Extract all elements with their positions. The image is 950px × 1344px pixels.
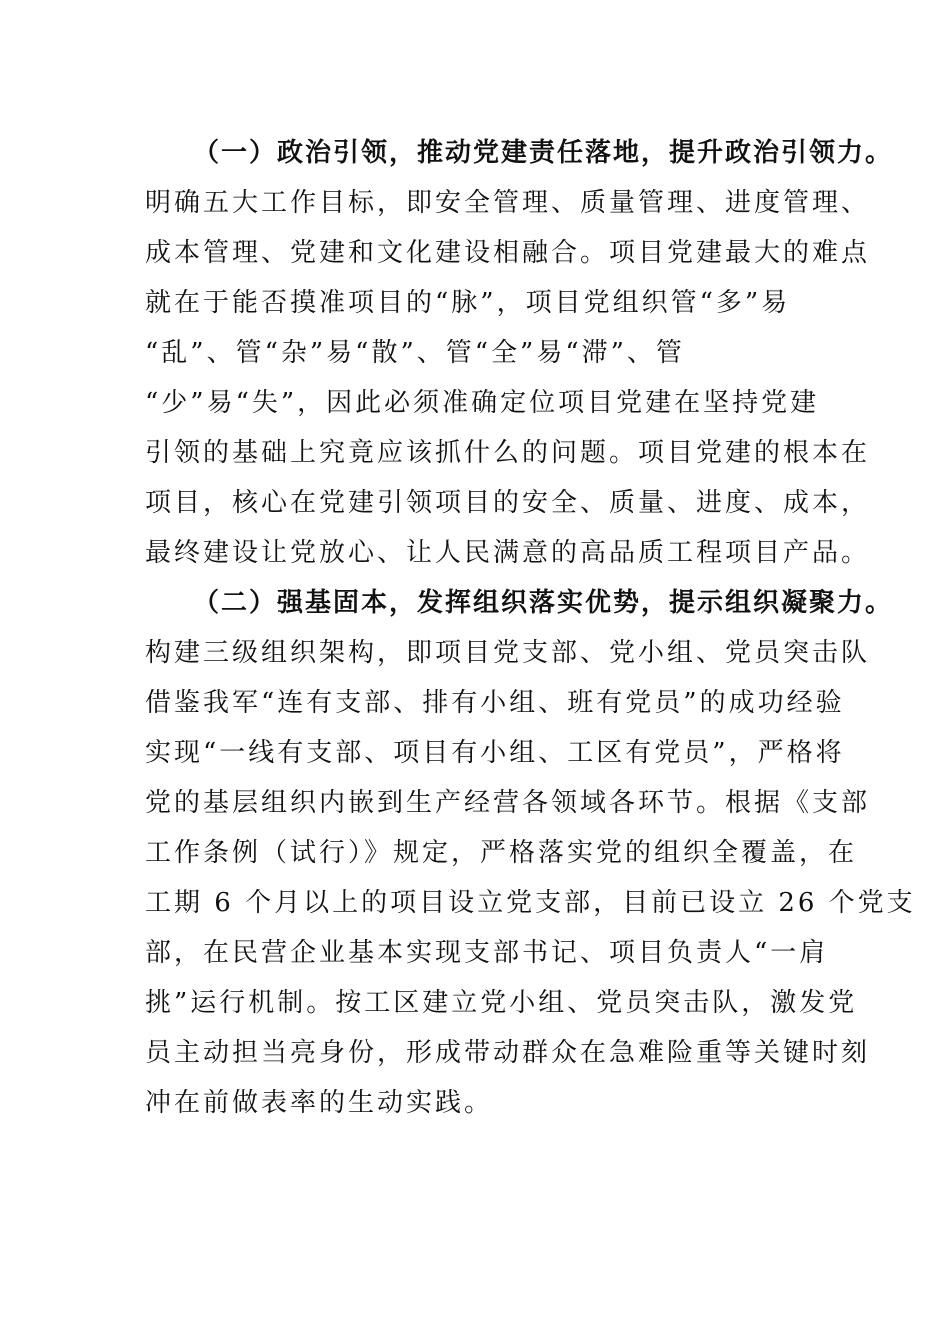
section-2-line: 实现“一线有支部、项目有小组、工区有党员”，严格将 xyxy=(145,738,845,768)
section-1 xyxy=(145,128,894,578)
section-1-line: 就在于能否摸准项目的“脉”，项目党组织管“多”易 xyxy=(145,288,791,318)
section-2-heading: （二）强基固本，发挥组织落实优势，提示组织凝聚力。 xyxy=(193,588,894,618)
section-1-line: 引领的基础上究竟应该抓什么的问题。项目党建的根本在 xyxy=(145,438,871,468)
section-1-line: 项目，核心在党建引领项目的安全、质量、进度、成本， xyxy=(145,488,871,518)
section-1-line: “乱”、管“杂”易“散”、管“全”易“滞”、管 xyxy=(145,338,685,368)
section-2-line: 冲在前做表率的生动实践。 xyxy=(145,1088,494,1118)
section-1-heading: （一）政治引领，推动党建责任落地，提升政治引领力。 xyxy=(193,138,894,168)
section-2-line: 工期 6 个月以上的项目设立党支部，目前已设立 26 个党支 xyxy=(145,888,916,918)
section-2 xyxy=(145,578,916,1128)
section-2-line: 党的基层组织内嵌到生产经营各领域各环节。根据《支部 xyxy=(145,788,871,818)
section-2-line: 借鉴我军“连有支部、排有小组、班有党员”的成功经验 xyxy=(145,688,845,718)
section-1-line: 成本管理、党建和文化建设相融合。项目党建最大的难点 xyxy=(145,238,871,268)
section-2-line: 构建三级组织架构，即项目党支部、党小组、党员突击队 xyxy=(145,638,871,668)
section-2-line: 部，在民营企业基本实现支部书记、项目负责人“一肩 xyxy=(145,938,829,968)
section-1-line: “少”易“失”，因此必须准确定位项目党建在坚持党建 xyxy=(145,388,820,418)
section-2-line: 挑”运行机制。按工区建立党小组、党员突击队，激发党 xyxy=(145,988,858,1018)
section-1-line: 最终建设让党放心、让人民满意的高品质工程项目产品。 xyxy=(145,538,871,568)
section-2-line: 员主动担当亮身份，形成带动群众在急难险重等关键时刻 xyxy=(145,1038,871,1068)
section-2-line: 工作条例（试行）》规定，严格落实党的组织全覆盖，在 xyxy=(145,838,858,868)
section-1-line: 明确五大工作目标，即安全管理、质量管理、进度管理、 xyxy=(145,188,871,218)
